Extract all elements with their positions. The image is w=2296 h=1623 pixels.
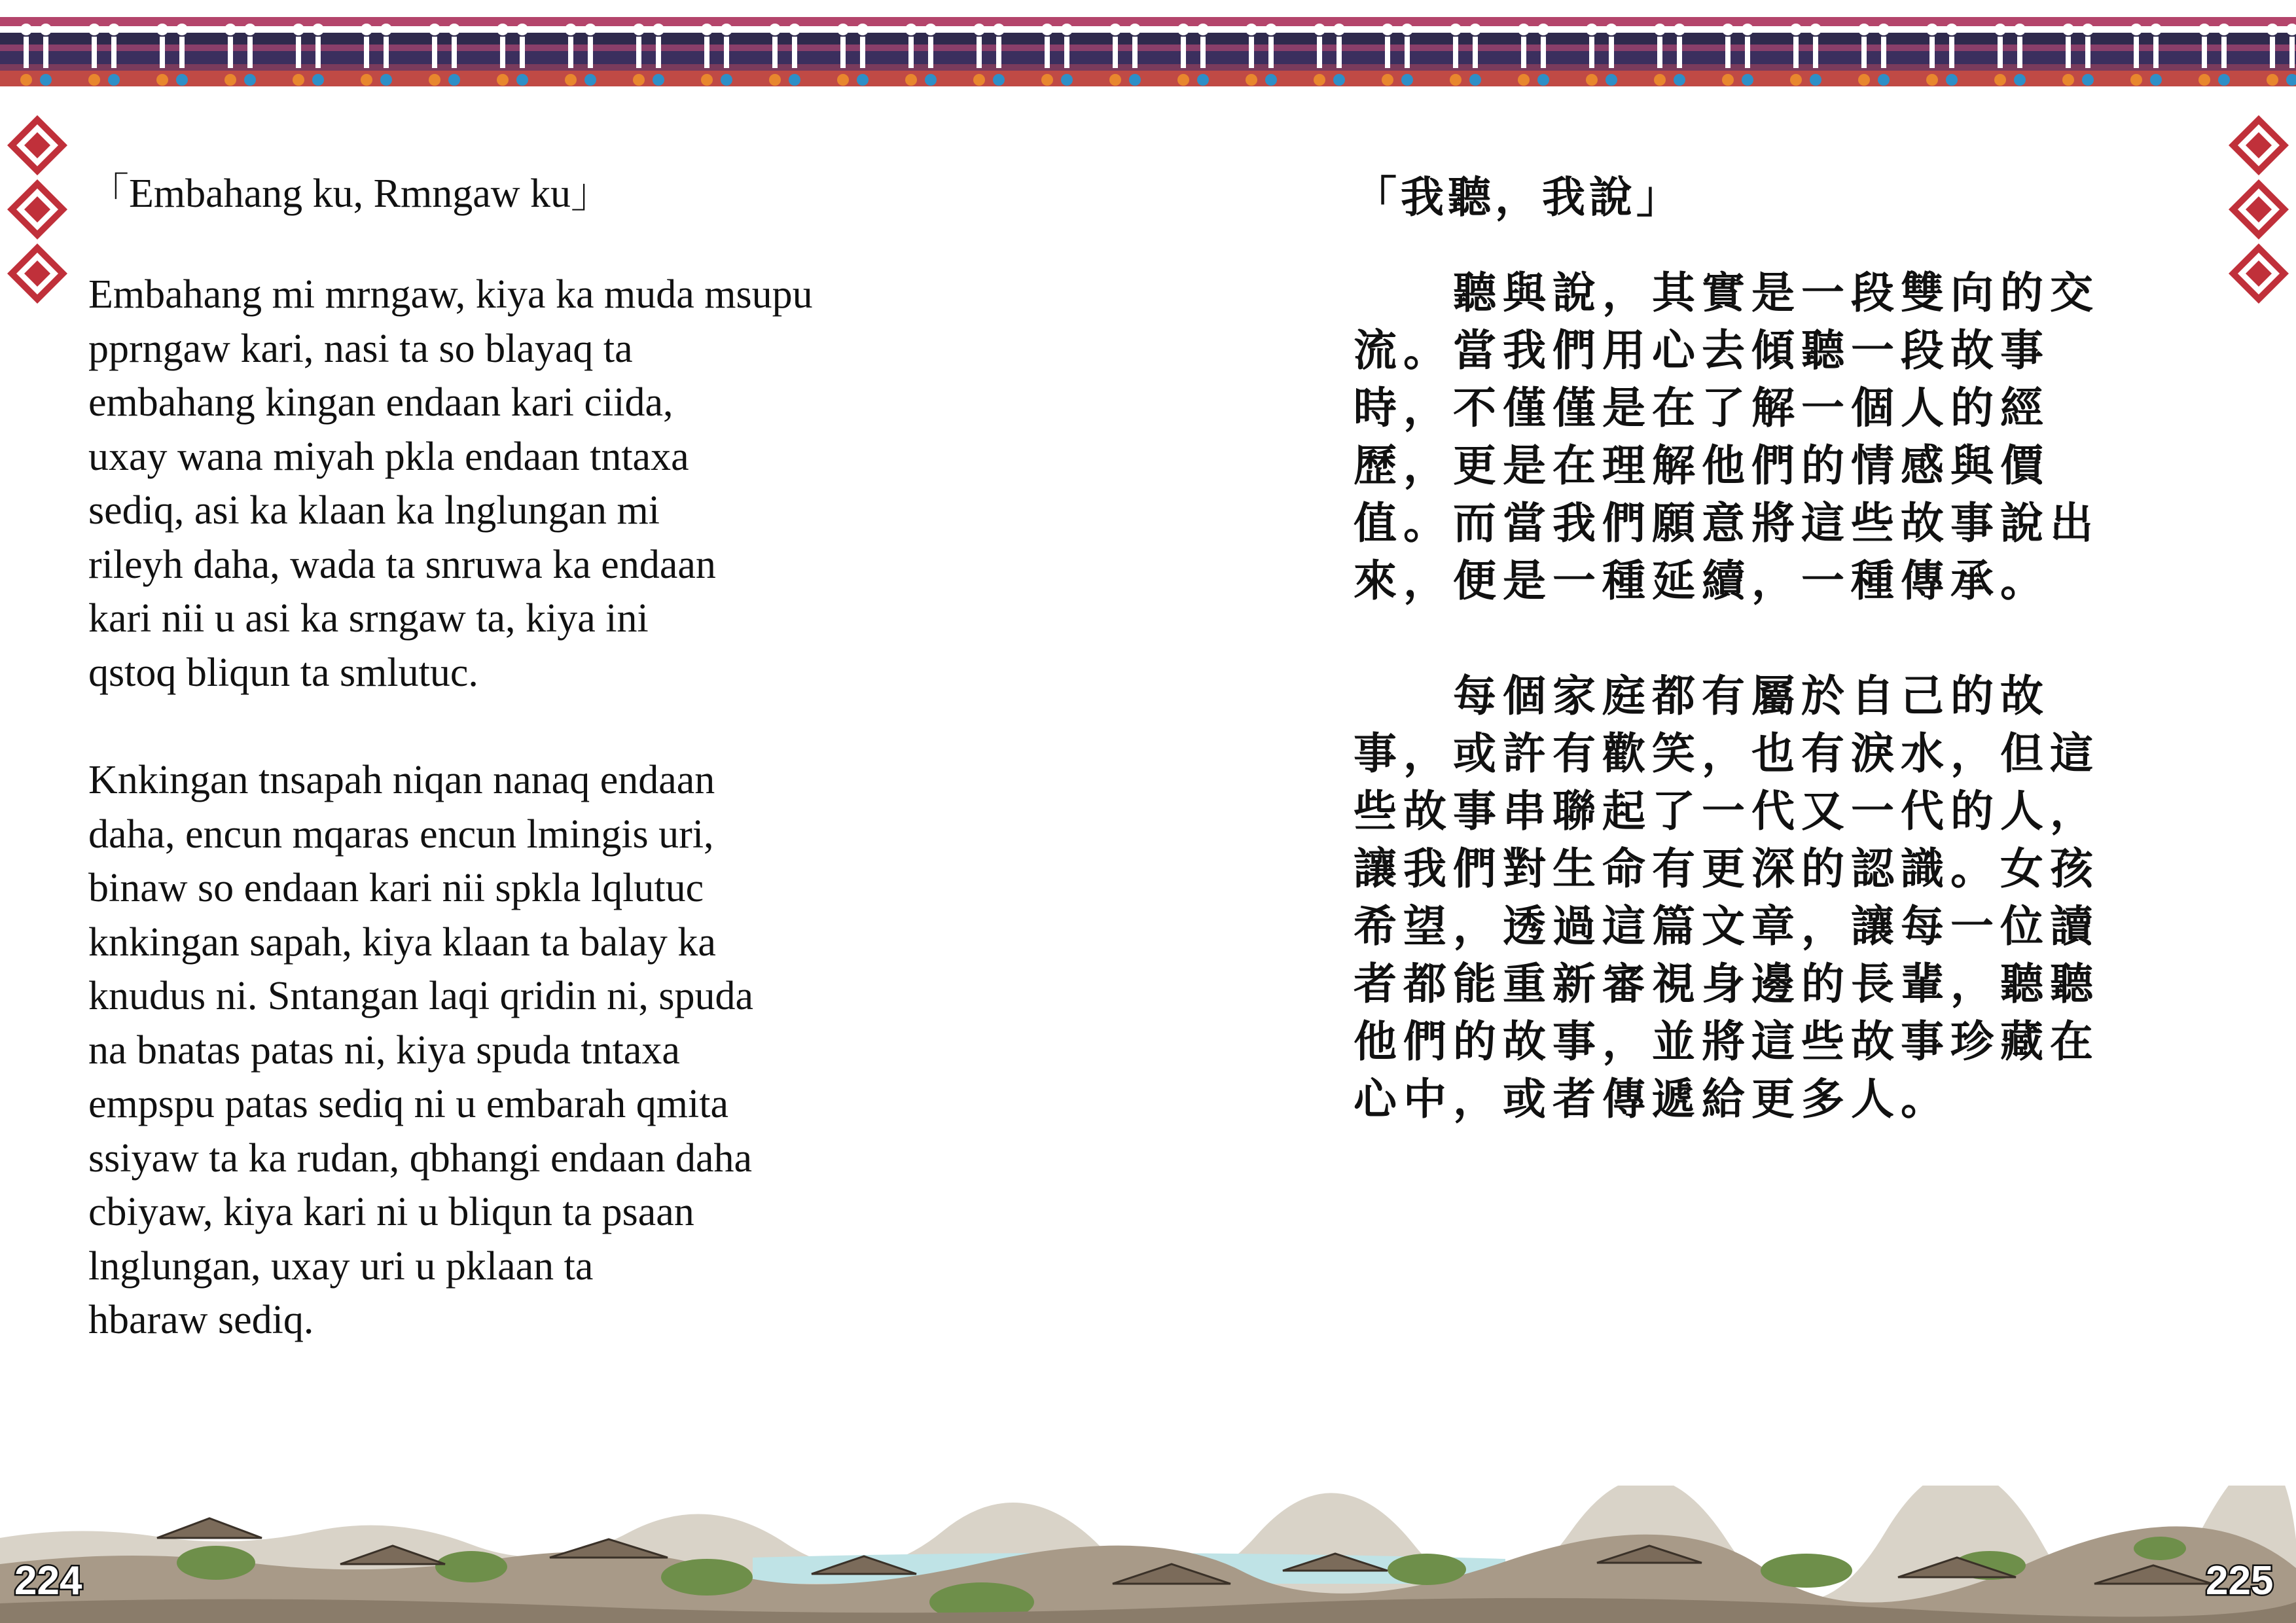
page-number-right: 225 (2206, 1558, 2274, 1603)
left-paragraph-2: Knkingan tnsapah niqan nanaq endaan daha, encun mqaras encun lmingis uri, binaw so endaan kari nii spkla lqlutuc knkingan sapah, kiya klaan ta balay ka knudus ni. Sntangan laqi qridin ni, spuda na bnatas patas ni, kiya spuda tntaxa empspu patas sediq ni u embarah qmita ssiyaw ta ka rudan, qbhangi endaan daha cbiyaw, kiya kari ni u bliqun ta psaan lnglungan, uxay uri u pklaan ta hbaraw sediq. (88, 758, 754, 1342)
diamond-ornament-icon (2224, 111, 2296, 314)
left-paragraph-1: Embahang mi mrngaw, kiya ka muda msupu pprngaw kari, nasi ta so blayaq ta embahang kingan endaan kari ciida, uxay wana miyah pkla endaan tntaxa sediq, asi ka klaan ka lnglungan mi rileyh daha, wada ta snruwa ka endaan kari nii u asi ka srngaw ta, kiya ini qstoq bliqun ta smlutuc. (88, 272, 813, 695)
right-paragraph-1: 聽與說，其實是一段雙向的交 流。當我們用心去傾聽一段故事 時，不僅僅是在了解一個人的經 歷，更是在理解他們的情感與價 值。而當我們願意將這些故事說出 來，便是一種延續，一種傳承。 (1354, 268, 2100, 606)
diamond-ornament-icon (0, 111, 72, 314)
page-number-left: 224 (14, 1558, 82, 1603)
woven-pattern-border (0, 0, 2296, 98)
left-page-title: 「Embahang ku, Rmngaw ku」 (88, 171, 612, 216)
right-page-text (1354, 169, 2231, 1128)
village-landscape-illustration (0, 1486, 2296, 1623)
right-paragraph-2: 每個家庭都有屬於自己的故 事，或許有歡笑，也有淚水，但這 些故事串聯起了一代又一代的人， 讓我們對生命有更深的認識。女孩 希望，透過這篇文章，讓每一位讀 者都能重新審視身邊的長輩，聽聽 他們的故事，並將這些故事珍藏在 心中，或者傳遞給更多人。 (1354, 671, 2100, 1124)
right-page-title: 「我聽，我說」 (1354, 172, 1683, 223)
left-page-text (88, 167, 1201, 1347)
